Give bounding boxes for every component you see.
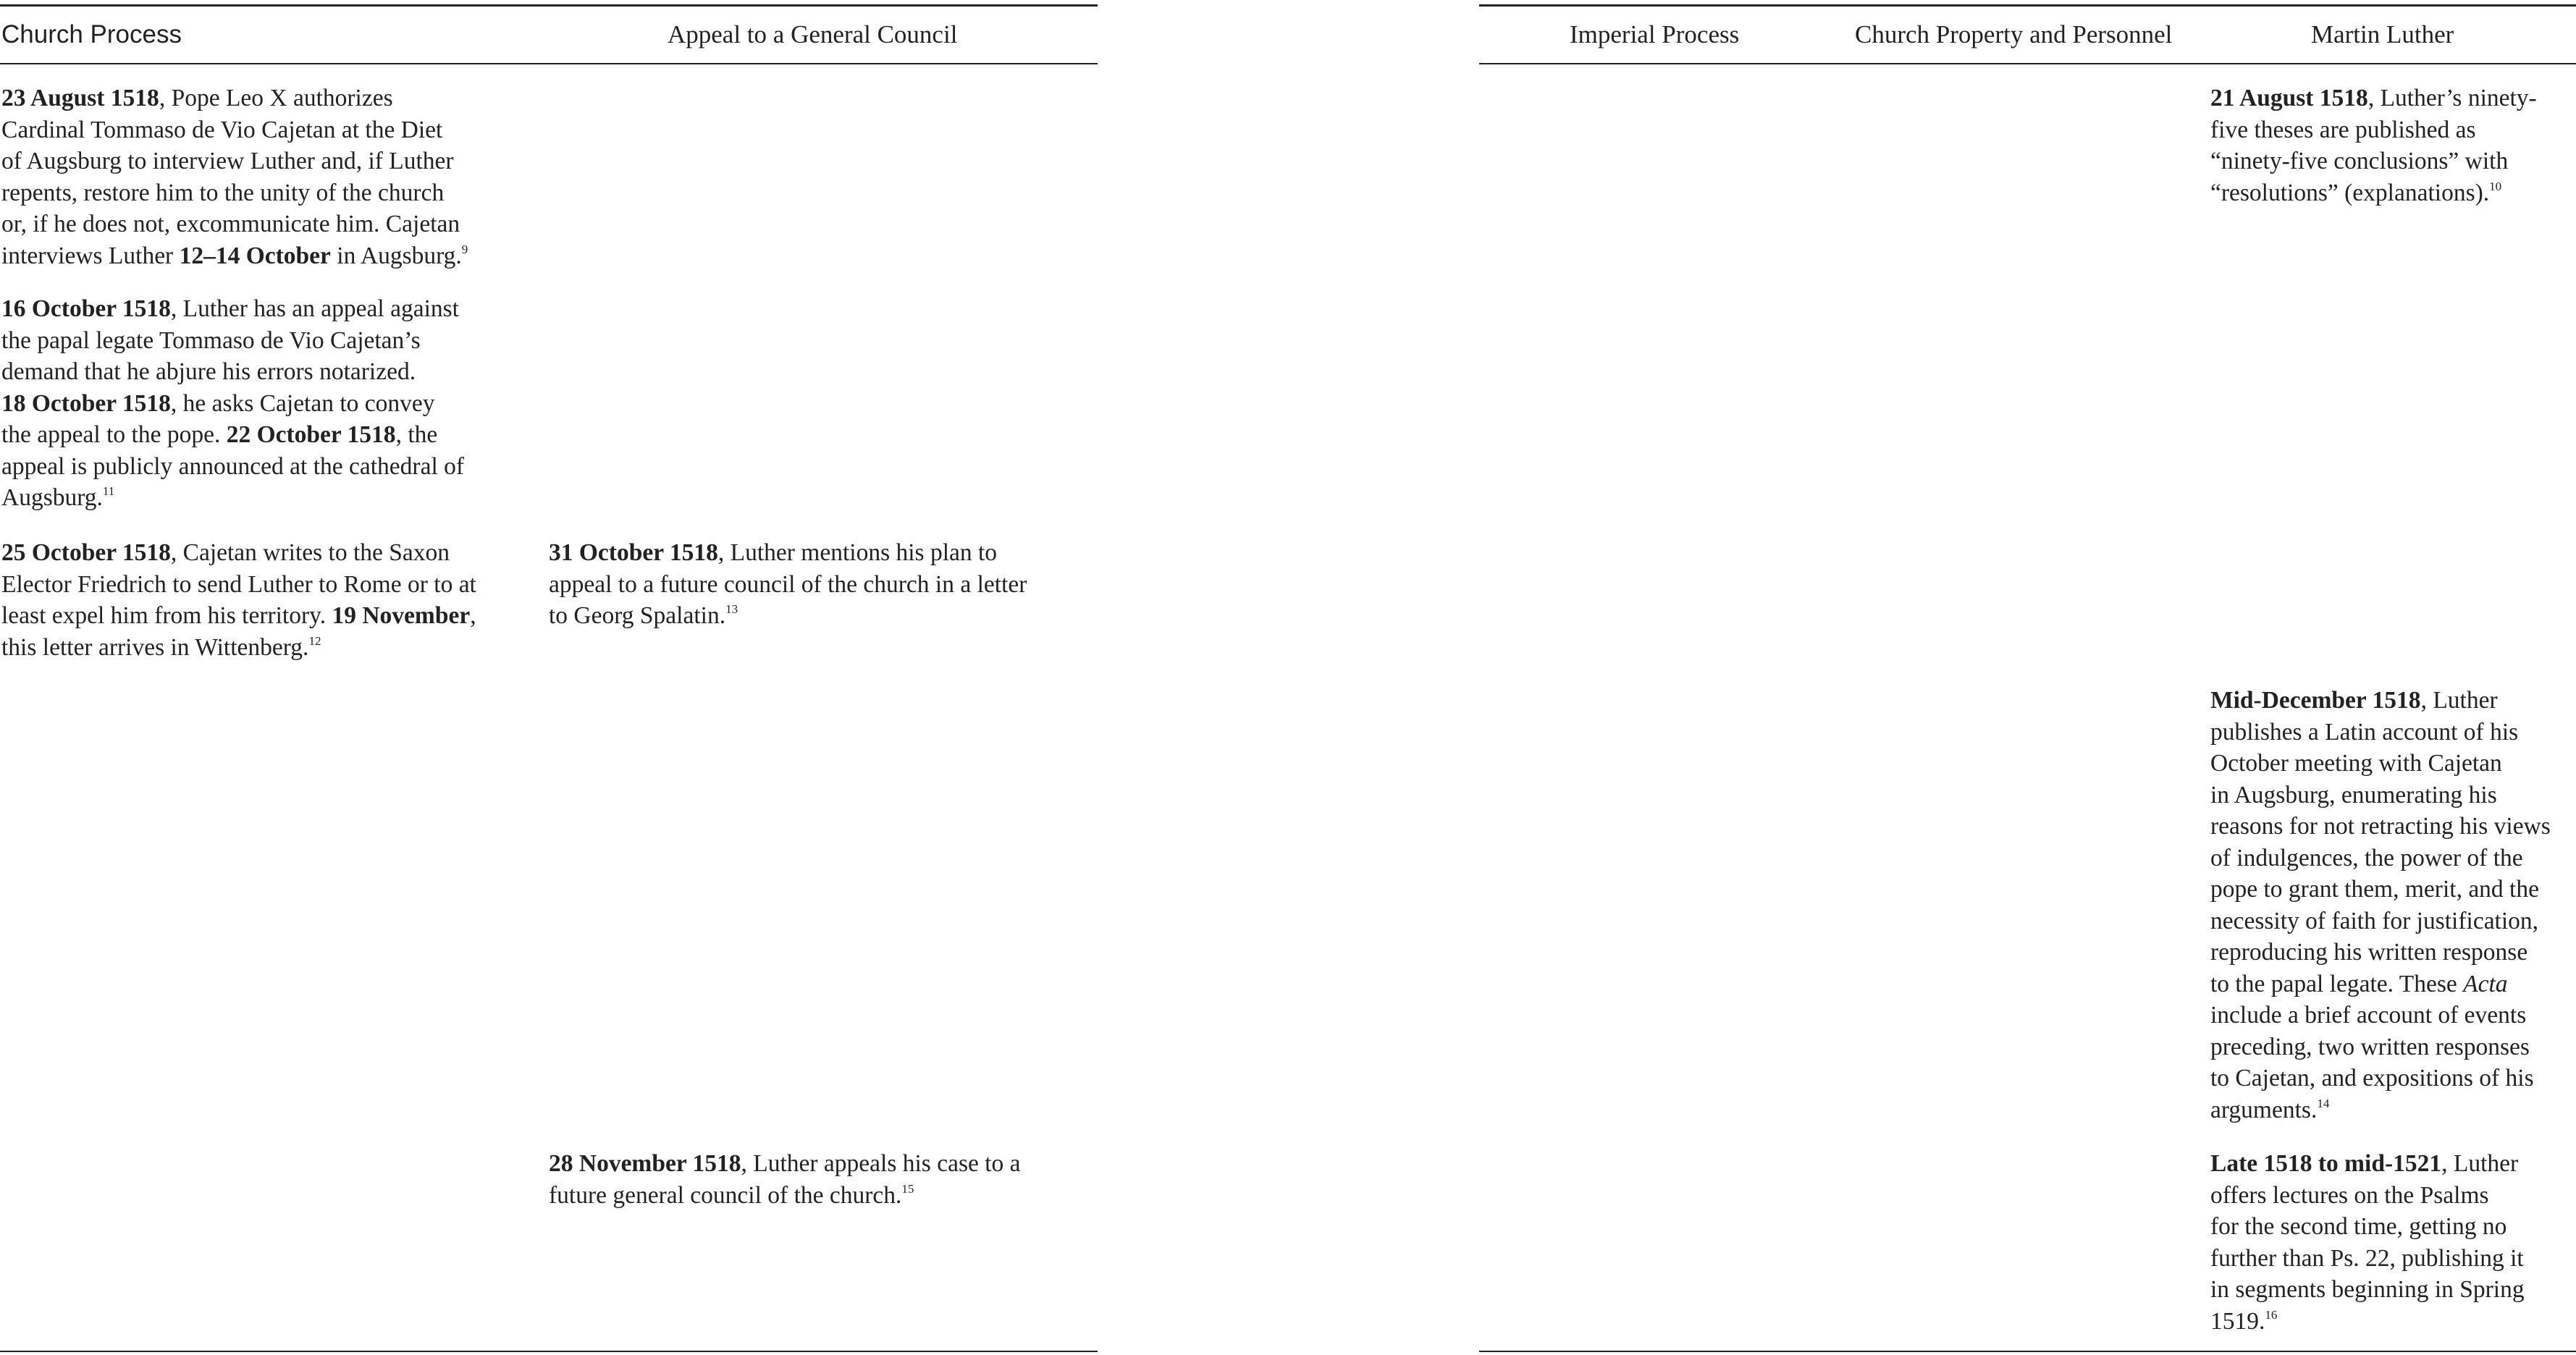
bottom-rule [1479,1351,2576,1352]
entry-church-process-1: 23 August 1518, Pope Leo X authorizes Cardinal Tommaso de Vio Cajetan at the Diet of Augsburg to interview Luther and, if Luther repents, restore him to the unity of the church or, if he does not, excommunicate him. Cajetan interviews Luther 12–14 October in Augsburg.$^9$ [1,85,468,269]
footnote-ref: 12 [308,633,321,648]
entry-martin-luther-2: Mid-December 1518, Luther publishes a Latin account of his October meeting with Cajetan in Augsburg, enumerating his reasons for not retracting his views of indulgences, the power of the pope to grant them, merit, and the necessity of faith for justification, reproducing his written response to the papal legate. These Acta include a brief account of events preceding, two written responses to Cajetan, and expositions of his arguments.$^{14}$ [2210,687,2551,1123]
header-imperial-process: Imperial Process [1570,20,1740,48]
header-church-property: Church Property and Personnel [1855,20,2173,48]
header-rule [1479,63,2576,64]
top-rule [0,4,1098,7]
header-general-council: Appeal to a General Council [668,20,958,48]
entry-martin-luther-3: Late 1518 to mid-1521, Luther offers lectures on the Psalms for the second time, getting no further than Ps. 22, publishing it in segments beginning in Spring 1519.16 [2210,1150,2525,1335]
footnote-ref: 16 [2265,1307,2278,1322]
footnote-ref: 13 [725,602,738,616]
top-rule [1479,4,2576,7]
entry-general-council-2: 28 November 1518, Luther appeals his case to a future general council of the church.$^{15}$ [549,1150,1021,1209]
header-church-process: Church Process [1,20,182,48]
entry-church-process-2: 16 October 1518, Luther has an appeal against the papal legate Tommaso de Vio Cajetan’s demand that he abjure his errors notarized. 18 October 1518, he asks Cajetan to convey the appeal to the pope. 22 October 1518, the appeal is publicly announced at the cathedral of Augsburg.$^{11}$ [1,295,465,511]
footnote-ref: 9 [461,242,468,256]
entry-martin-luther-1: 21 August 1518, Luther’s ninety- five theses are published as “ninety-five conclusions” with “resolutions” (explanations).$^{10}$ [2210,85,2537,206]
footnote-ref: 10 [2489,179,2502,193]
left-page [0,0,1098,1355]
footnote-ref: 11 [102,484,115,498]
entry-church-process-3: 25 October 1518, Cajetan writes to the Saxon Elector Friedrich to send Luther to Rome or to at least expel him from his territory. 19 November, this letter arrives in Wittenberg.$^{12}$ [1,539,476,661]
header-rule [0,63,1098,64]
header-martin-luther: Martin Luther [2311,20,2454,48]
entry-general-council-1: 31 October 1518, Luther mentions his plan to appeal to a future council of the church in a letter to Georg Spalatin.$^{13}$ [549,539,1027,629]
footnote-ref: 14 [2317,1096,2330,1110]
bottom-rule [0,1351,1098,1352]
footnote-ref: 15 [901,1181,914,1196]
right-page [1479,0,2576,1355]
